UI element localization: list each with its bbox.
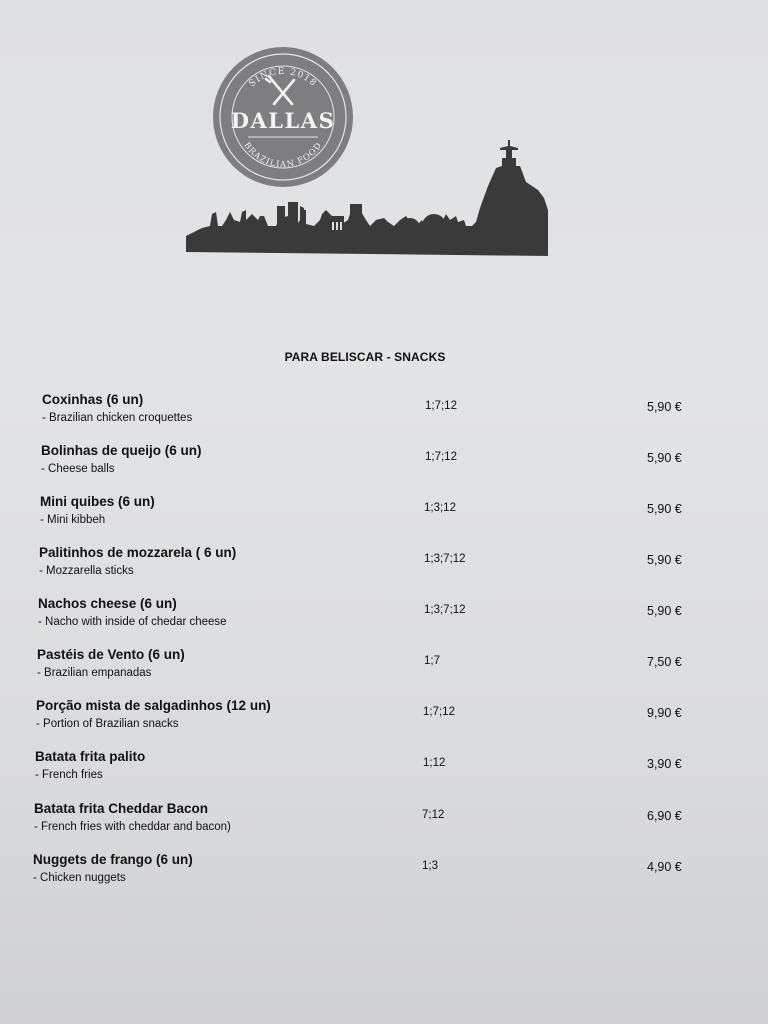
- menu-item: [42, 392, 742, 436]
- menu-item: [38, 596, 738, 640]
- item-name: Bolinhas de queijo (6 un): [41, 443, 202, 458]
- item-description: - Cheese balls: [41, 463, 115, 475]
- item-name: Nuggets de frango (6 un): [33, 852, 193, 867]
- menu-item: [33, 852, 733, 896]
- menu-item: [37, 647, 737, 691]
- logo-since-text: SINCE 2018: [247, 66, 319, 90]
- item-allergens: 1;7: [424, 655, 440, 667]
- section-title: PARA BELISCAR - SNACKS: [284, 350, 446, 364]
- item-price: 9,90 €: [647, 706, 682, 720]
- item-allergens: 7;12: [422, 809, 445, 821]
- item-description: - Mini kibbeh: [40, 514, 106, 526]
- item-price: 6,90 €: [647, 809, 682, 823]
- item-name: Nachos cheese (6 un): [38, 596, 177, 611]
- item-description: - Chicken nuggets: [33, 872, 126, 884]
- item-name: Palitinhos de mozzarela ( 6 un): [39, 545, 237, 560]
- menu-item: [35, 749, 735, 793]
- item-name: Porção mista de salgadinhos (12 un): [36, 698, 271, 713]
- item-price: 3,90 €: [647, 757, 682, 771]
- item-allergens: 1;3;7;12: [424, 604, 466, 616]
- item-description: - Portion of Brazilian snacks: [36, 718, 179, 730]
- menu-item: [36, 698, 736, 742]
- item-name: Batata frita Cheddar Bacon: [34, 801, 209, 816]
- item-price: 5,90 €: [647, 604, 682, 618]
- item-allergens: 1;7;12: [423, 706, 455, 718]
- item-price: 5,90 €: [647, 502, 682, 516]
- item-description: - French fries: [35, 769, 103, 781]
- menu-item: [39, 545, 739, 589]
- item-allergens: 1;12: [423, 757, 446, 769]
- item-name: Pastéis de Vento (6 un): [37, 647, 185, 662]
- item-allergens: 1;3;7;12: [424, 553, 466, 565]
- item-price: 7,50 €: [647, 655, 682, 669]
- item-allergens: 1;7;12: [425, 400, 457, 412]
- menu-item: [34, 801, 734, 845]
- logo-name: DALLAS: [230, 108, 336, 133]
- item-description: - Nacho with inside of chedar cheese: [38, 616, 227, 628]
- dallas-logo: [212, 46, 354, 188]
- item-description: - Brazilian empanadas: [37, 667, 152, 679]
- item-price: 5,90 €: [647, 451, 682, 465]
- menu-item: [41, 443, 741, 487]
- item-allergens: 1;3: [422, 860, 438, 872]
- item-allergens: 1;3;12: [424, 502, 456, 514]
- item-description: - French fries with cheddar and bacon): [34, 821, 231, 833]
- item-name: Coxinhas (6 un): [42, 392, 144, 407]
- item-description: - Mozzarella sticks: [39, 565, 134, 577]
- logo-tagline-text: BRAZILIAN FOOD: [241, 140, 325, 171]
- item-price: 5,90 €: [647, 553, 682, 567]
- item-price: 4,90 €: [647, 860, 682, 874]
- menu-item: [40, 494, 740, 538]
- item-name: Mini quibes (6 un): [40, 494, 155, 509]
- item-allergens: 1;7;12: [425, 451, 457, 463]
- item-name: Batata frita palito: [35, 749, 146, 764]
- item-price: 5,90 €: [647, 400, 682, 414]
- item-description: - Brazilian chicken croquettes: [42, 412, 193, 424]
